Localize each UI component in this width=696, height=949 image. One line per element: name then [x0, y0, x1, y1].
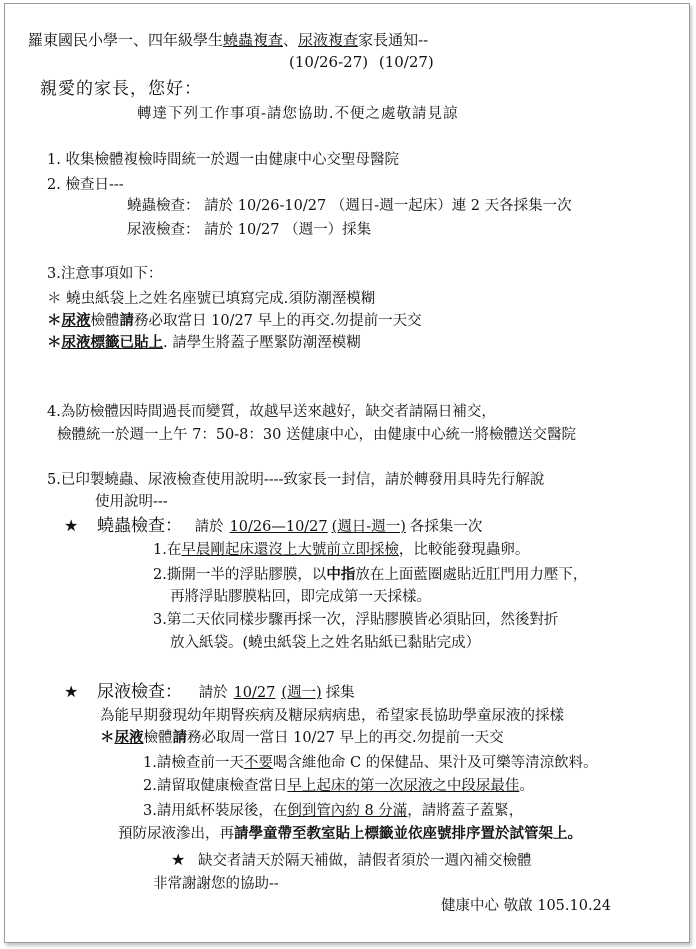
- pinworm-step-1-post: ，比較能發現蟲卵。: [398, 542, 530, 558]
- pinworm-tail: 各採集一次: [409, 519, 483, 535]
- urine-step-2-a: 2.請留取健康檢查當日: [143, 778, 288, 794]
- item-2-urine: 尿液檢查： 請於 10/27 （週一）採集: [127, 222, 372, 238]
- urine-step-1-c: 喝含維他命 C 的保健品、果汁及可樂等清涼飲料。: [272, 755, 598, 771]
- urine-step-1-dont: 不要: [243, 755, 273, 771]
- star-icon: ★: [171, 850, 186, 869]
- pinworm-step-1-emphasis: 早晨剛起床還沒上大號前立即採檢: [181, 542, 399, 558]
- intro-text: 轉達下列工作事項-請您協助.不便之處敬請見諒: [137, 106, 459, 122]
- urine-step-2-best: 早上起床的第一次尿液之中段尿最佳: [287, 778, 520, 794]
- urine-note-text: 務必取周一當日 10/27 早上的再交.勿提前一天交: [187, 730, 504, 746]
- notice-title: [28, 31, 428, 49]
- urine-intro: 為能早期發現幼年期腎疾病及糖尿病病患，希望家長協助學童尿液的採樣: [100, 708, 564, 724]
- urine-date: 10/27: [233, 685, 276, 701]
- urine-step-3: [143, 802, 523, 820]
- pinworm-step-1-pre: 1.在: [153, 542, 182, 558]
- urine-please: 請於: [198, 685, 228, 701]
- urine-step-1: [143, 754, 598, 772]
- title-urine: 尿液複查: [298, 31, 359, 49]
- pinworm-heading: [64, 517, 482, 536]
- pinworm-step-3-line-2: 放入紙袋。(蟯虫紙袋上之姓名貼紙已黏貼完成）: [170, 635, 481, 651]
- note-1: ＊ 蟯虫紙袋上之姓名座號已填寫完成.須防潮溼模糊: [47, 291, 376, 307]
- urine-note-please: 請: [172, 729, 187, 746]
- item-5-line-1: 5.已印製蟯蟲、尿液檢查使用說明----致家長一封信，請於轉發用具時先行解說: [47, 472, 545, 488]
- urine-day: (週一): [281, 685, 322, 701]
- urine-note-specimen: 檢體: [143, 730, 173, 746]
- greeting: 親愛的家長，您好：: [40, 79, 202, 99]
- item-4-line-1: 4.為防檢體因時間過長而變質，故越早送來越好，缺交者請隔日補交，: [47, 404, 496, 420]
- urine-step-3-a: 3.請用紙杯裝尿後，在: [143, 803, 288, 819]
- note-2-urine: 尿液: [61, 312, 91, 329]
- absent-note: [171, 851, 531, 870]
- pinworm-step-2-c: 放在上面藍圈處貼近肛門用力壓下，: [355, 567, 588, 583]
- title-separator: 、: [283, 31, 299, 49]
- urine-step-4: [118, 825, 582, 843]
- note-2-text: 務必取當日 10/27 早上的再交.勿提前一天交: [134, 313, 422, 329]
- urine-step-4-bold: 請學童帶至教室貼上標籤並依座號排序置於試管架上。: [234, 825, 582, 842]
- urine-step-4-a: 預防尿液滲出，再: [118, 826, 234, 842]
- title-dates: (10/26-27) (10/27): [289, 53, 434, 71]
- pinworm-step-2-finger: 中指: [326, 566, 356, 583]
- note-2-specimen: 檢體: [90, 313, 120, 329]
- star-icon: ★: [64, 682, 79, 701]
- pinworm-step-2-line-2: 再將浮貼膠膜粘回，即完成第一天採樣。: [170, 589, 431, 605]
- urine-step-2-c: 。: [519, 778, 534, 794]
- urine-step-3-c: ，請將蓋子蓋緊，: [407, 803, 524, 819]
- title-suffix: 家長通知--: [358, 31, 429, 49]
- item-2-pinworm: 蟯蟲檢查： 請於 10/26-10/27 （週日-週一起床）連 2 天各採集一次: [127, 198, 572, 214]
- urine-step-2: [143, 777, 534, 795]
- urine-step-1-a: 1.請檢查前一天: [143, 755, 244, 771]
- urine-step-3-fill: 倒到管內約 8 分滿: [287, 803, 408, 819]
- urine-heading: [64, 683, 355, 702]
- note-2: [47, 312, 422, 330]
- item-5-line-2: 使用說明---: [95, 494, 168, 510]
- title-prefix: 羅東國民小學一、四年級學生: [28, 31, 224, 49]
- urine-tail: 採集: [325, 685, 355, 701]
- urine-note: [100, 729, 504, 747]
- urine-note-urine: 尿液: [114, 729, 144, 746]
- pinworm-please: 請於: [194, 519, 224, 535]
- signature: 健康中心 敬啟 105.10.24: [441, 898, 612, 914]
- pinworm-days: (週日-週一): [331, 519, 406, 535]
- title-pinworm: 蟯蟲複查: [223, 31, 284, 49]
- urine-title: 尿液檢查：: [96, 682, 182, 702]
- item-2: 2. 檢查日---: [47, 177, 124, 193]
- thanks: 非常謝謝您的協助--: [153, 876, 279, 892]
- note-3-label: 尿液標籤已貼上: [61, 334, 163, 351]
- pinworm-step-1: [153, 541, 529, 559]
- note-3: [47, 334, 361, 352]
- item-3: 3.注意事項如下：: [47, 266, 163, 282]
- urine-note-star: ＊: [100, 729, 115, 746]
- note-3-star: ＊: [47, 334, 62, 351]
- star-icon: ★: [64, 516, 79, 535]
- note-2-please: 請: [119, 312, 134, 329]
- pinworm-step-2-a: 2.撕開一半的浮貼膠膜，以: [153, 567, 327, 583]
- item-4-line-2: 檢體統一於週一上午 7：50-8：30 送健康中心，由健康中心統一將檢體送交醫院: [57, 427, 576, 443]
- pinworm-step-3-line-1: 3.第二天依同樣步驟再採一次，浮貼膠膜皆必須貼回，然後對折: [153, 612, 559, 628]
- pinworm-range: 10/26—10/27: [229, 519, 328, 535]
- note-3-text: . 請學生將蓋子壓緊防潮溼模糊: [163, 335, 361, 351]
- absent-text: 缺交者請天於隔天補做，請假者須於一週內補交檢體: [197, 853, 532, 869]
- pinworm-title: 蟯蟲檢查：: [96, 516, 182, 536]
- note-2-star: ＊: [47, 312, 62, 329]
- item-1: 1. 收集檢體複檢時間統一於週一由健康中心交聖母醫院: [47, 152, 399, 168]
- pinworm-step-2-line-1: [153, 566, 587, 584]
